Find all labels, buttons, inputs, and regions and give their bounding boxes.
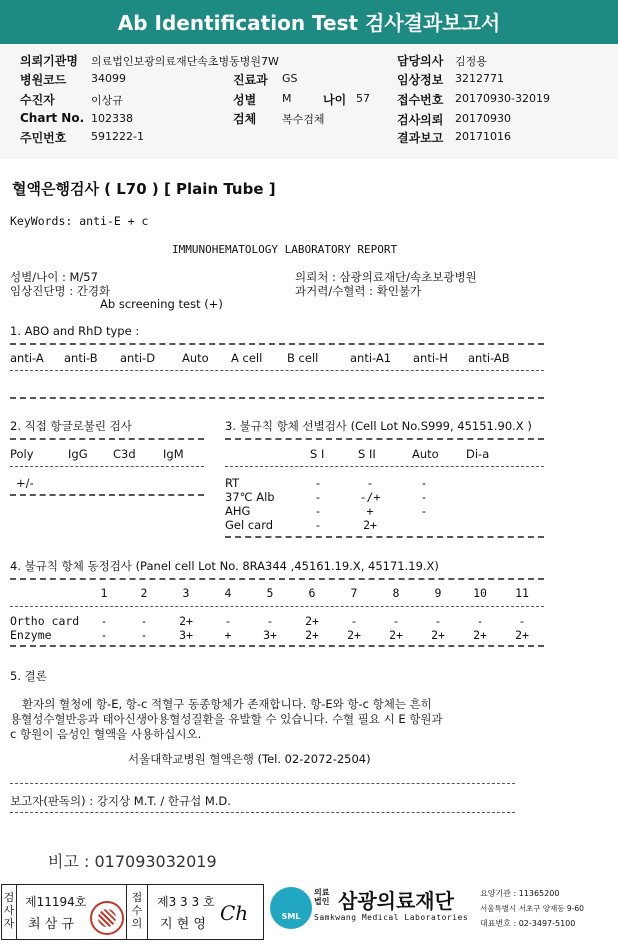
- screen-header-s1: S I: [310, 447, 325, 461]
- value-institution: 의료법인보광의료재단속초병동병원7W: [91, 55, 279, 68]
- conclusion-line-3: c 항원이 음성인 혈액을 사용하십시오.: [10, 727, 202, 741]
- divider: [10, 783, 515, 784]
- requester: 의뢰처 : 삼광의료재단/속초보광병원: [295, 270, 477, 284]
- screen-cell: -: [366, 476, 374, 490]
- panel-cell: 2+: [347, 628, 361, 642]
- screen-row-label: Gel card: [225, 518, 274, 532]
- abo-header-8: anti-AB: [468, 351, 510, 365]
- panel-row-label: Ortho card: [10, 614, 80, 628]
- divider: [10, 466, 204, 467]
- divider: [147, 884, 148, 939]
- divider: [10, 438, 204, 440]
- label-doctor: 담당의사: [397, 54, 444, 68]
- examiner-name: 최 삼 규: [28, 917, 74, 932]
- panel-cell: -: [434, 614, 442, 628]
- label-chart-no: Chart No.: [20, 111, 85, 125]
- panel-header-cell: 2: [140, 586, 148, 600]
- screen-cell: -/+: [359, 490, 381, 504]
- panel-cell: 2+: [389, 628, 403, 642]
- screen-cell: -: [420, 504, 428, 518]
- report-title: Ab Identification Test 검사결과보고서: [117, 11, 501, 35]
- panel-header-row: [0, 586, 618, 600]
- panel-cell: 2+: [305, 614, 319, 628]
- section-4-title: 4. 불규칙 항체 동정검사 (Panel cell Lot No. 8RA344 ,45161.19.X, 45171.19.X): [10, 559, 439, 573]
- value-hospital-code: 34099: [91, 72, 126, 85]
- label-sex: 성별: [233, 93, 257, 107]
- screen-cell: -: [420, 476, 428, 490]
- abo-header-row: [0, 351, 618, 365]
- panel-cell: 2+: [305, 628, 319, 642]
- value-doctor: 김정용: [455, 55, 487, 68]
- value-patient: 이상규: [91, 94, 123, 107]
- org-prefix: 의료 법인: [314, 888, 330, 906]
- panel-cell: 2+: [473, 628, 487, 642]
- panel-cell: -: [100, 614, 108, 628]
- panel-cell: 3+: [179, 628, 193, 642]
- seal-icon: [90, 901, 124, 935]
- section-5-title: 5. 결론: [10, 669, 47, 683]
- label-specimen: 검체: [233, 112, 257, 126]
- label-report-date: 결과보고: [397, 131, 444, 145]
- panel-cell: -: [518, 614, 526, 628]
- org-phone: 대표번호 : 02-3497-5100: [480, 919, 576, 928]
- label-resident-no: 주민번호: [20, 131, 67, 145]
- panel-cell: -: [140, 614, 148, 628]
- label-department: 진료과: [233, 73, 268, 87]
- dat-header-poly: Poly: [10, 447, 34, 461]
- divider: [225, 466, 544, 467]
- examiner-char-2: 사: [3, 904, 15, 917]
- divider: [10, 370, 544, 371]
- dat-header-igg: IgG: [68, 447, 88, 461]
- section-title: 혈액은행검사 ( L70 ) [ Plain Tube ]: [12, 180, 276, 198]
- screen-cell: -: [420, 490, 428, 504]
- label-receipt-no: 접수번호: [397, 93, 444, 107]
- abo-header-3: Auto: [182, 351, 209, 365]
- org-code: 요양기관 : 11365200: [480, 889, 560, 898]
- receiver-char-3: 의: [131, 917, 143, 930]
- receiver-char-1: 접: [131, 891, 143, 904]
- label-institution: 의뢰기관명: [20, 54, 78, 68]
- divider: [126, 884, 127, 939]
- clinical-diagnosis: 임상진단명 : 간경화: [10, 284, 111, 298]
- remark: 비고 : 017093032019: [48, 852, 217, 871]
- patient-info-panel: [0, 44, 618, 159]
- examiner-license-no: 제11194호: [25, 895, 87, 909]
- value-sex: M: [282, 92, 292, 105]
- panel-cell: 2+: [431, 628, 445, 642]
- label-patient: 수진자: [20, 93, 55, 107]
- section-2-title: 2. 직접 항글로불린 검사: [10, 419, 132, 433]
- sml-logo-icon: SML: [270, 887, 312, 929]
- value-age: 57: [356, 92, 370, 105]
- abo-header-1: anti-B: [64, 351, 98, 365]
- panel-cell: -: [140, 628, 148, 642]
- screen-cell: -: [314, 490, 322, 504]
- screen-cell: -: [314, 504, 322, 518]
- divider: [10, 812, 515, 813]
- divider: [10, 494, 204, 496]
- abo-header-4: A cell: [231, 351, 263, 365]
- value-resident-no: 591222-1: [91, 130, 144, 143]
- examiner-char-1: 검: [3, 891, 15, 904]
- org-address: 서울특별시 서초구 양재동 9-60: [480, 904, 584, 913]
- label-clinical-info: 임상정보: [397, 73, 444, 87]
- divider: [10, 606, 544, 607]
- panel-header-cell: 4: [224, 586, 232, 600]
- examiner-char-3: 자: [3, 917, 15, 930]
- handwritten-signature: Ch: [220, 901, 249, 925]
- value-specimen: 복수검체: [282, 113, 325, 126]
- org-name: 삼광의료재단: [338, 889, 454, 913]
- screen-header-s2: S II: [358, 447, 376, 461]
- report-header: [0, 0, 618, 44]
- panel-cell: -: [392, 614, 400, 628]
- divider: [10, 578, 544, 580]
- panel-header-cell: 11: [515, 586, 529, 600]
- label-request-date: 검사의뢰: [397, 113, 444, 127]
- value-report-date: 20171016: [455, 130, 511, 143]
- value-department: GS: [282, 72, 298, 85]
- screen-row-label: RT: [225, 476, 240, 490]
- dat-header-igm: IgM: [163, 447, 184, 461]
- panel-cell: 2+: [515, 628, 529, 642]
- screen-row-label: AHG: [225, 504, 251, 518]
- blood-bank-contact: 서울대학교병원 혈액은행 (Tel. 02-2072-2504): [128, 752, 371, 766]
- divider: [225, 438, 544, 440]
- value-receipt-no: 20170930-32019: [455, 92, 550, 105]
- abo-header-5: B cell: [287, 351, 319, 365]
- screen-header-di-a: Di-a: [466, 447, 490, 461]
- panel-header-cell: 1: [100, 586, 108, 600]
- conclusion-line-2: 용혈성수혈반응과 태아신생아용혈성질환을 유발할 수 있습니다. 수혈 필요 시 E 항원과: [10, 712, 443, 726]
- panel-cell: -: [224, 614, 232, 628]
- screen-cell: +: [366, 504, 374, 518]
- divider: [10, 397, 544, 399]
- panel-cell: +: [224, 628, 232, 642]
- panel-row-label: Enzyme: [10, 628, 52, 642]
- panel-header-cell: 3: [182, 586, 190, 600]
- abo-header-0: anti-A: [10, 351, 44, 365]
- divider: [16, 884, 17, 939]
- divider: [10, 645, 544, 647]
- screening-note: Ab screening test (+): [100, 297, 223, 311]
- panel-header-cell: 6: [308, 586, 316, 600]
- footer: [0, 884, 618, 942]
- abo-header-2: anti-D: [120, 351, 156, 365]
- panel-cell: -: [350, 614, 358, 628]
- history: 과거력/수혈력 : 확인불가: [295, 284, 422, 298]
- divider: [10, 343, 544, 345]
- org-english-name: Samkwang Medical Laboratories: [314, 913, 469, 922]
- screen-row-label: 37℃ Alb: [225, 490, 275, 504]
- label-age: 나이: [323, 93, 347, 107]
- screen-cell: -: [314, 476, 322, 490]
- panel-cell: -: [476, 614, 484, 628]
- section-3-title: 3. 불규칙 항체 선별검사 (Cell Lot No.S999, 45151.90.X ): [225, 419, 532, 433]
- value-clinical-info: 3212771: [455, 72, 504, 85]
- screen-header-auto: Auto: [412, 447, 439, 461]
- screen-cell: 2+: [363, 518, 377, 532]
- panel-header-cell: 10: [473, 586, 487, 600]
- conclusion-line-1: 환자의 혈청에 항-E, 항-c 적혈구 동종항체가 존재합니다. 항-E와 항-c 항체는 흔히: [22, 697, 432, 711]
- receiver-license-no: 제3 3 3 호: [157, 895, 215, 909]
- dat-result: +/-: [16, 476, 34, 490]
- panel-cell: 3+: [263, 628, 277, 642]
- section-1-title: 1. ABO and RhD type :: [10, 324, 140, 338]
- sex-age: 성별/나이 : M/57: [10, 270, 98, 284]
- label-hospital-code: 병원코드: [20, 73, 67, 87]
- keywords: KeyWords: anti-E + c: [10, 214, 149, 228]
- value-chart-no: 102338: [91, 112, 133, 125]
- abo-header-6: anti-A1: [350, 351, 392, 365]
- dat-header-c3d: C3d: [113, 447, 136, 461]
- receiver-char-2: 수: [131, 904, 143, 917]
- panel-header-cell: 7: [350, 586, 358, 600]
- panel-cell: -: [100, 628, 108, 642]
- panel-cell: 2+: [179, 614, 193, 628]
- screen-cell: -: [314, 518, 322, 532]
- abo-header-7: anti-H: [413, 351, 448, 365]
- lab-report-title: IMMUNOHEMATOLOGY LABORATORY REPORT: [172, 243, 398, 256]
- value-request-date: 20170930: [455, 112, 511, 125]
- reporter: 보고자(판독의) : 강지상 M.T. / 한규섭 M.D.: [10, 794, 231, 808]
- panel-header-cell: 9: [434, 586, 442, 600]
- panel-cell: -: [266, 614, 274, 628]
- panel-header-cell: 5: [266, 586, 274, 600]
- receiver-name: 지 현 영: [160, 917, 206, 932]
- divider: [225, 536, 544, 538]
- panel-header-cell: 8: [392, 586, 400, 600]
